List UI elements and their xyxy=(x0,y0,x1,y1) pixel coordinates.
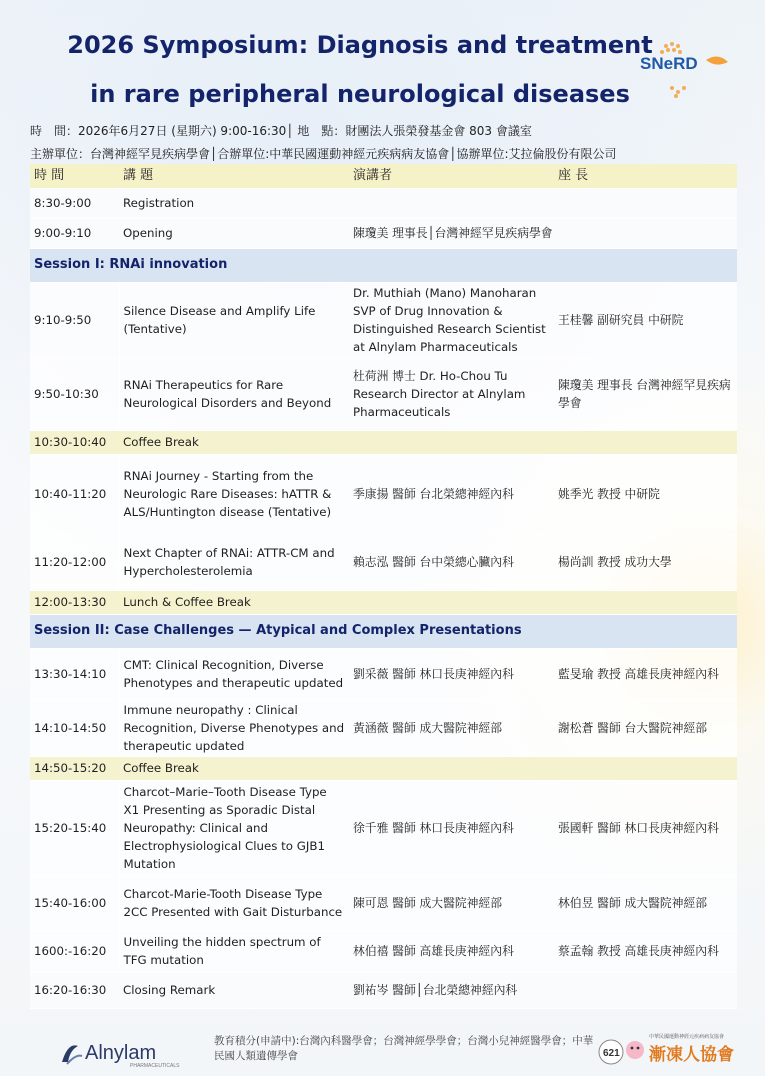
table-row xyxy=(30,930,737,972)
column-header: 座 長 xyxy=(554,164,737,188)
topic-cell: RNAi Therapeutics for Rare Neurological Disorders and Beyond xyxy=(119,358,349,430)
sner-logo xyxy=(636,38,736,100)
chair-cell: 姚季光 教授 中研院 xyxy=(554,454,737,534)
time-cell: 15:40-16:00 xyxy=(30,876,119,930)
speaker-cell: 賴志泓 醫師 台中榮總心臟內科 xyxy=(349,534,554,590)
topic-cell: Immune neuropathy : Clinical Recognition, Diverse Phenotypes and therapeutic updated xyxy=(119,700,349,756)
table-row xyxy=(30,454,737,534)
title-line-2: in rare peripheral neurological diseases xyxy=(90,80,630,108)
svg-text:Alnylam: Alnylam xyxy=(85,1042,157,1064)
alnylam-logo xyxy=(58,1036,188,1068)
topic-cell: RNAi Journey - Starting from the Neurologic Rare Diseases: hATTR & ALS/Huntington disease (Tentative) xyxy=(119,454,349,534)
sner-logo-text: SNeRD xyxy=(640,54,698,73)
als-association-logo xyxy=(597,1030,747,1070)
speaker-cell: 徐千雅 醫師 林口長庚神經內科 xyxy=(349,780,554,876)
event-time-location: 時 間：2026年6月27日 (星期六) 9:00-16:30│ 地 點：財團法人張榮發基金會 803 會議室 xyxy=(30,124,532,138)
column-header: 演講者 xyxy=(349,164,554,188)
svg-text:中華民國運動神經元疾病病友協會: 中華民國運動神經元疾病病友協會 xyxy=(649,1034,725,1040)
speaker-cell: Dr. Muthiah (Mano) Manoharan SVP of Drug Innovation & Distinguished Research Scientist at Alnylam Pharmaceuticals xyxy=(349,282,554,358)
time-cell: 14:10-14:50 xyxy=(30,700,119,756)
table-header-row xyxy=(30,164,737,188)
event-organizers: 主辦單位：台灣神經罕見疾病學會│合辦單位:中華民國運動神經元疾病病友協會│協辦單位:艾拉倫股份有限公司 xyxy=(30,147,617,161)
chair-cell: 謝松蒼 醫師 台大醫院神經部 xyxy=(554,700,737,756)
chair-cell: 楊尚訓 教授 成功大學 xyxy=(554,534,737,590)
speaker-cell: 劉采薇 醫師 林口長庚神經內科 xyxy=(349,648,554,700)
time-cell: 12:00-13:30 xyxy=(30,590,119,614)
topic-cell: Charcot-Marie-Tooth Disease Type 2CC Presented with Gait Disturbance xyxy=(119,876,349,930)
time-cell: 16:20-16:30 xyxy=(30,972,119,1008)
speaker-cell: 季康揚 醫師 台北榮總神經內科 xyxy=(349,454,554,534)
time-cell: 9:50-10:30 xyxy=(30,358,119,430)
svg-text:漸凍人協會: 漸凍人協會 xyxy=(649,1045,734,1065)
topic-cell: Coffee Break xyxy=(119,430,737,454)
chair-cell: 王桂馨 副研究員 中研院 xyxy=(554,282,737,358)
table-row xyxy=(30,534,737,590)
speaker-cell: 劉祐岑 醫師│台北榮總神經內科 xyxy=(349,972,737,1008)
speaker-cell: 黃涵薇 醫師 成大醫院神經部 xyxy=(349,700,554,756)
table-row xyxy=(30,282,737,358)
break-row xyxy=(30,590,737,614)
svg-text:PHARMACEUTICALS: PHARMACEUTICALS xyxy=(130,1063,180,1068)
table-row xyxy=(30,876,737,930)
page-title xyxy=(60,30,660,128)
topic-cell: Next Chapter of RNAi: ATTR-CM and Hypercholesterolemia xyxy=(119,534,349,590)
break-row xyxy=(30,430,737,454)
time-cell: 15:20-15:40 xyxy=(30,780,119,876)
chair-cell: 張國軒 醫師 林口長庚神經內科 xyxy=(554,780,737,876)
speaker-cell: 陳瓊美 理事長│台灣神經罕見疾病學會 xyxy=(349,218,737,248)
time-cell: 8:30-9:00 xyxy=(30,188,119,218)
topic-cell: Lunch & Coffee Break xyxy=(119,590,737,614)
topic-cell: Opening xyxy=(119,218,349,248)
column-header: 時 間 xyxy=(30,164,119,188)
topic-cell: Silence Disease and Amplify Life (Tentative) xyxy=(119,282,349,358)
time-cell: 13:30-14:10 xyxy=(30,648,119,700)
topic-cell: Coffee Break xyxy=(119,756,737,780)
table-row xyxy=(30,972,737,1008)
table-row xyxy=(30,218,737,248)
speaker-cell xyxy=(349,188,737,218)
chair-cell: 蔡孟翰 教授 高雄長庚神經內科 xyxy=(554,930,737,972)
table-row xyxy=(30,358,737,430)
time-cell: 10:40-11:20 xyxy=(30,454,119,534)
chair-cell: 林伯昱 醫師 成大醫院神經部 xyxy=(554,876,737,930)
time-cell: 14:50-15:20 xyxy=(30,756,119,780)
time-cell: 10:30-10:40 xyxy=(30,430,119,454)
session-row xyxy=(30,248,737,282)
column-header: 講 題 xyxy=(119,164,349,188)
topic-cell: CMT: Clinical Recognition, Diverse Phenotypes and therapeutic updated xyxy=(119,648,349,700)
topic-cell: Charcot–Marie–Tooth Disease Type X1 Presenting as Sporadic Distal Neuropathy: Clinical and Electrophysiological Clues to GJB1 Mutation xyxy=(119,780,349,876)
speaker-cell: 陳可恩 醫師 成大醫院神經部 xyxy=(349,876,554,930)
speaker-cell: 林伯禧 醫師 高雄長庚神經內科 xyxy=(349,930,554,972)
session-row xyxy=(30,614,737,648)
schedule-table xyxy=(30,164,737,1009)
time-cell: 1600:-16:20 xyxy=(30,930,119,972)
time-cell: 9:00-9:10 xyxy=(30,218,119,248)
topic-cell: Closing Remark xyxy=(119,972,349,1008)
time-cell: 11:20-12:00 xyxy=(30,534,119,590)
topic-cell: Registration xyxy=(119,188,349,218)
table-row xyxy=(30,780,737,876)
session-title: Session II: Case Challenges — Atypical and Complex Presentations xyxy=(30,614,737,648)
speaker-cell: 杜荷洲 博士 Dr. Ho-Chou Tu Research Director at Alnylam Pharmaceuticals xyxy=(349,358,554,430)
time-cell: 9:10-9:50 xyxy=(30,282,119,358)
table-row xyxy=(30,188,737,218)
title-line-1: 2026 Symposium: Diagnosis and treatment xyxy=(67,31,653,59)
table-row xyxy=(30,700,737,756)
chair-cell: 藍旻瑜 教授 高雄長庚神經內科 xyxy=(554,648,737,700)
education-credits: 教育積分(申請中):台灣內科醫學會；台灣神經學學會；台灣小兒神經醫學會；中華民國人類遺傳學會 xyxy=(214,1035,594,1062)
svg-text:621: 621 xyxy=(603,1048,620,1059)
topic-cell: Unveiling the hidden spectrum of TFG mutation xyxy=(119,930,349,972)
session-title: Session I: RNAi innovation xyxy=(30,248,737,282)
break-row xyxy=(30,756,737,780)
chair-cell: 陳瓊美 理事長 台灣神經罕見疾病學會 xyxy=(554,358,737,430)
table-row xyxy=(30,648,737,700)
